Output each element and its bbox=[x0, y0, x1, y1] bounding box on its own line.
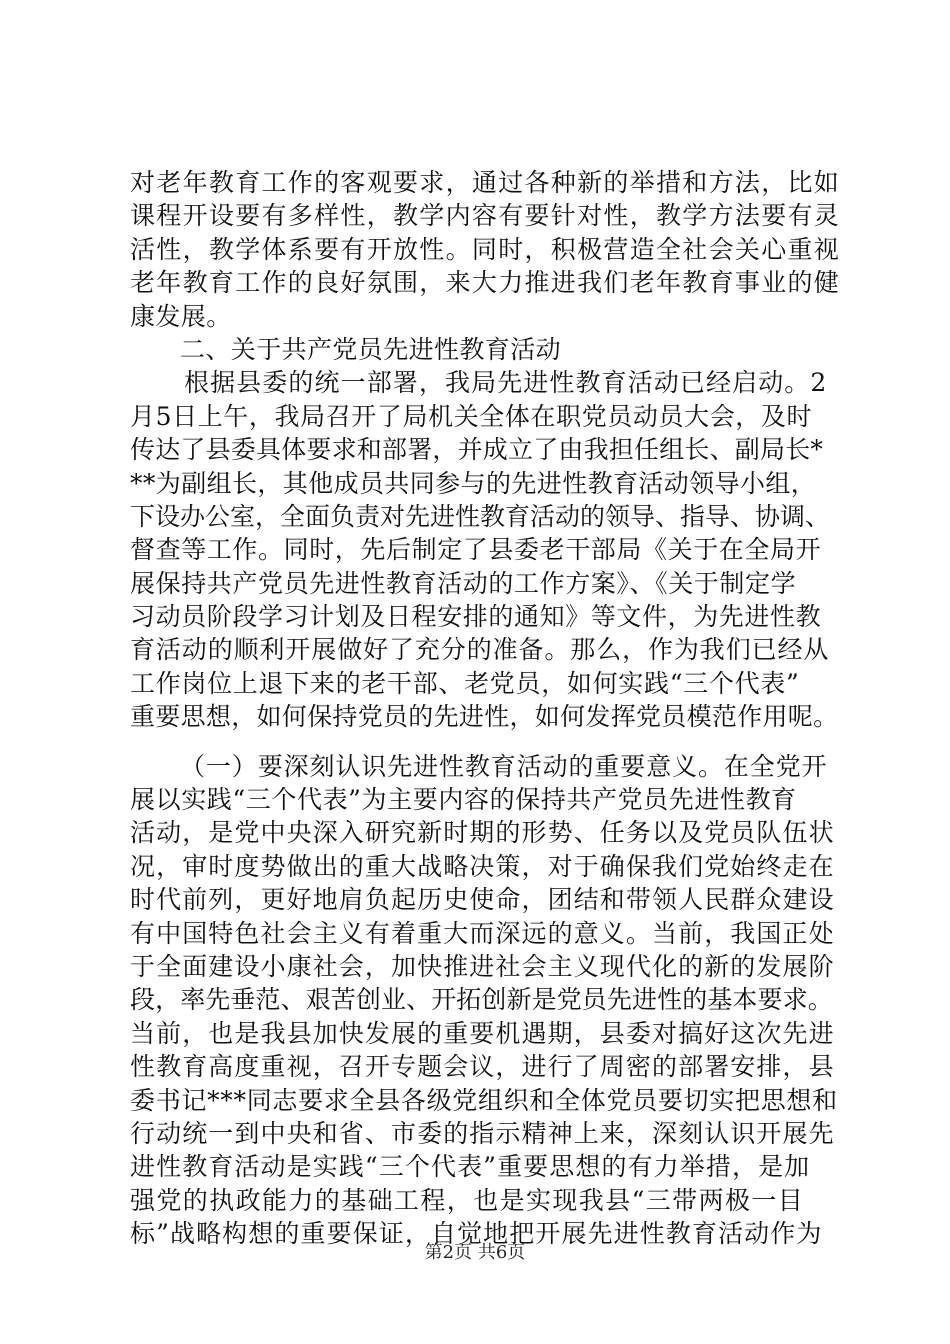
text-line: 有中国特色社会主义有着重大而深远的意义。当前，我国正处 bbox=[130, 918, 835, 948]
text-line: 活动，是党中央深入研究新时期的形势、任务以及党员队伍状 bbox=[130, 818, 835, 848]
text-line: 下设办公室，全面负责对先进性教育活动的领导、指导、协调、 bbox=[130, 501, 831, 531]
text-line: 段，率先垂范、艰苦创业、开拓创新是党员先进性的基本要求。 bbox=[130, 985, 833, 1015]
page-number: 第2页 共6页 bbox=[424, 1242, 526, 1263]
text-line: 督查等工作。同时，先后制定了县委老干部局《关于在全局开 bbox=[130, 535, 822, 565]
text-line: 传达了县委具体要求和部署，并成立了由我担任组长、副局长* bbox=[130, 435, 824, 465]
text-line: 月5日上午，我局召开了局机关全体在职党员动员大会，及时 bbox=[130, 401, 813, 431]
text-line: 课程开设要有多样性，教学内容有要针对性，教学方法要有灵 bbox=[130, 201, 841, 231]
text-line: 根据县委的统一部署，我局先进性教育活动已经启动。2 bbox=[184, 368, 828, 398]
text-line: 工作岗位上退下来的老干部、老党员，如何实践“三个代表” bbox=[130, 668, 800, 698]
text-line: **为副组长，其他成员共同参与的先进性教育活动领导小组， bbox=[130, 468, 817, 498]
text-line: 委书记***同志要求全县各级党组织和全体党员要切实把思想和 bbox=[130, 1085, 838, 1115]
text-line: 况，审时度势做出的重大战略决策，对于确保我们党始终走在 bbox=[130, 851, 835, 881]
page-footer bbox=[0, 1241, 950, 1265]
text-line: 性教育高度重视，召开专题会议，进行了周密的部署安排，县 bbox=[130, 1052, 835, 1082]
text-line: 行动统一到中央和省、市委的指示精神上来，深刻认识开展先 bbox=[130, 1118, 835, 1148]
text-line: 时代前列，更好地肩负起历史使命，团结和带领人民群众建设 bbox=[130, 885, 835, 915]
text-line: 展以实践“三个代表”为主要内容的保持共产党员先进性教育 bbox=[130, 785, 797, 815]
paragraph-gap bbox=[130, 734, 830, 750]
text-line: 康发展。 bbox=[130, 301, 232, 331]
text-line: 对老年教育工作的客观要求，通过各种新的举措和方法，比如 bbox=[130, 168, 841, 197]
text-line: 进性教育活动是实践“三个代表”重要思想的有力举措，是加 bbox=[130, 1152, 811, 1182]
text-line: 习动员阶段学习计划及日程安排的通知》等文件，为先进性教 bbox=[130, 602, 822, 632]
paragraph-party-education bbox=[130, 366, 839, 733]
paragraph-continuation bbox=[130, 166, 841, 333]
text-line: 强党的执政能力的基础工程，也是实现我县“三带两极一目 bbox=[130, 1185, 805, 1215]
text-line: 当前，也是我县加快发展的重要机遇期，县委对搞好这次先进 bbox=[130, 1018, 835, 1048]
text-line: 展保持共产党员先进性教育活动的工作方案》、《关于制定学 bbox=[130, 568, 797, 598]
text-line: 标”战略构想的重要保证，自觉地把开展先进性教育活动作为 bbox=[130, 1219, 823, 1249]
document-body bbox=[130, 166, 841, 1251]
section-heading: 二、关于共产党员先进性教育活动 bbox=[180, 334, 562, 364]
text-line: 重要思想，如何保持党员的先进性，如何发挥党员模范作用呢。 bbox=[130, 702, 839, 732]
text-line: 活性，教学体系要有开放性。同时，积极营造全社会关心重视 bbox=[130, 234, 841, 264]
paragraph-significance bbox=[130, 750, 838, 1251]
text-line: （一）要深刻认识先进性教育活动的重要意义。在全党开 bbox=[180, 751, 828, 781]
text-line: 老年教育工作的良好氛围，来大力推进我们老年教育事业的健 bbox=[130, 268, 841, 298]
text-line: 育活动的顺利开展做好了充分的准备。那么，作为我们已经从 bbox=[130, 635, 830, 665]
text-line: 于全面建设小康社会，加快推进社会主义现代化的新的发展阶 bbox=[130, 951, 835, 981]
